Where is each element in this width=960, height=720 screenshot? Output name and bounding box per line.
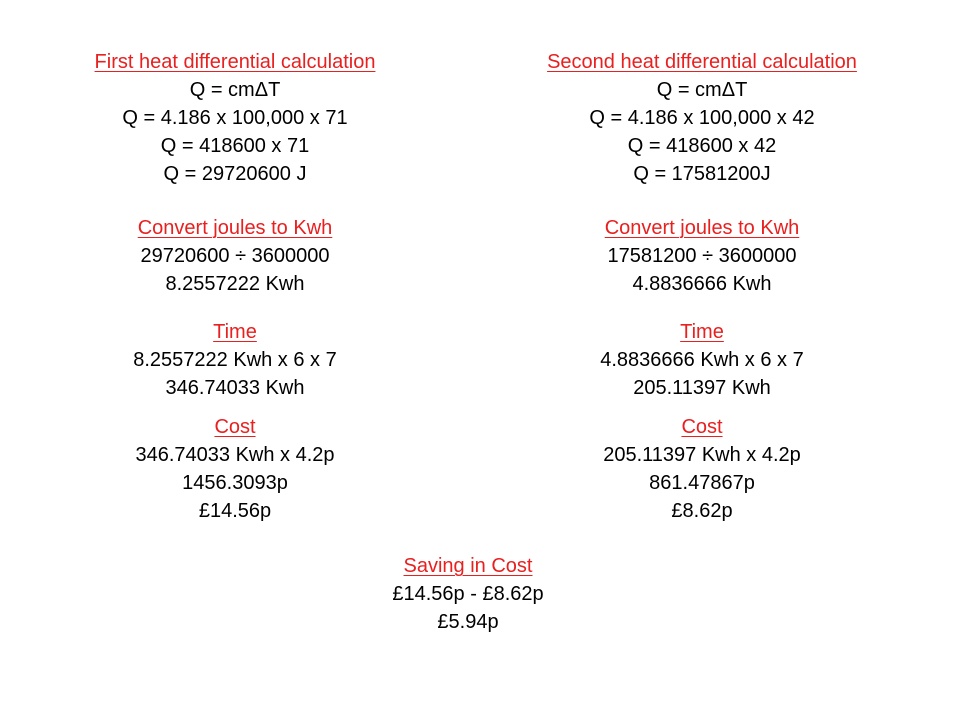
- result-line: Q = 17581200J: [633, 163, 771, 185]
- second-heat-heading: Second heat differential calculation: [547, 51, 857, 73]
- calculation-line: Q = 418600 x 71: [160, 135, 310, 157]
- time-heading: Time: [680, 321, 724, 343]
- time-heading: Time: [213, 321, 257, 343]
- first-heat-heading: First heat differential calculation: [94, 51, 376, 73]
- result-line: 8.2557222 Kwh: [165, 273, 305, 295]
- convert-heading: Convert joules to Kwh: [604, 217, 800, 239]
- second-convert-section: [470, 214, 934, 298]
- second-time-section: [470, 318, 934, 402]
- calculation-line: 4.8836666 Kwh x 6 x 7: [600, 349, 804, 371]
- cost-heading: Cost: [681, 416, 723, 438]
- convert-heading: Convert joules to Kwh: [137, 217, 333, 239]
- formula-line: Q = cmΔT: [656, 79, 748, 101]
- calculation-line: £14.56p - £8.62p: [392, 583, 544, 605]
- result-line: £8.62p: [671, 500, 733, 522]
- cost-heading: Cost: [214, 416, 256, 438]
- calculation-line: 205.11397 Kwh x 4.2p: [603, 444, 801, 466]
- calculation-line: Q = 4.186 x 100,000 x 71: [122, 107, 348, 129]
- calculation-line: 346.74033 Kwh x 4.2p: [135, 444, 335, 466]
- result-line: 205.11397 Kwh: [633, 377, 771, 399]
- result-line: Q = 29720600 J: [163, 163, 307, 185]
- calculation-line: Q = 418600 x 42: [627, 135, 777, 157]
- calculation-line: 17581200 ÷ 3600000: [607, 245, 797, 267]
- first-time-section: [0, 318, 470, 402]
- result-line: 4.8836666 Kwh: [632, 273, 772, 295]
- first-cost-section: [0, 413, 470, 525]
- calculation-line: Q = 4.186 x 100,000 x 42: [589, 107, 815, 129]
- result-line: £5.94p: [437, 611, 499, 633]
- first-heat-calculation: [0, 48, 470, 188]
- second-heat-calculation: [470, 48, 934, 188]
- result-line: 346.74033 Kwh: [165, 377, 305, 399]
- first-convert-section: [0, 214, 470, 298]
- formula-line: Q = cmΔT: [189, 79, 281, 101]
- calculation-line: 29720600 ÷ 3600000: [140, 245, 330, 267]
- calculation-line: 1456.3093p: [182, 472, 288, 494]
- calculation-line: 8.2557222 Kwh x 6 x 7: [133, 349, 337, 371]
- result-line: £14.56p: [198, 500, 272, 522]
- saving-section: [0, 552, 936, 636]
- calculation-line: 861.47867p: [649, 472, 755, 494]
- saving-heading: Saving in Cost: [403, 555, 533, 577]
- second-cost-section: [470, 413, 934, 525]
